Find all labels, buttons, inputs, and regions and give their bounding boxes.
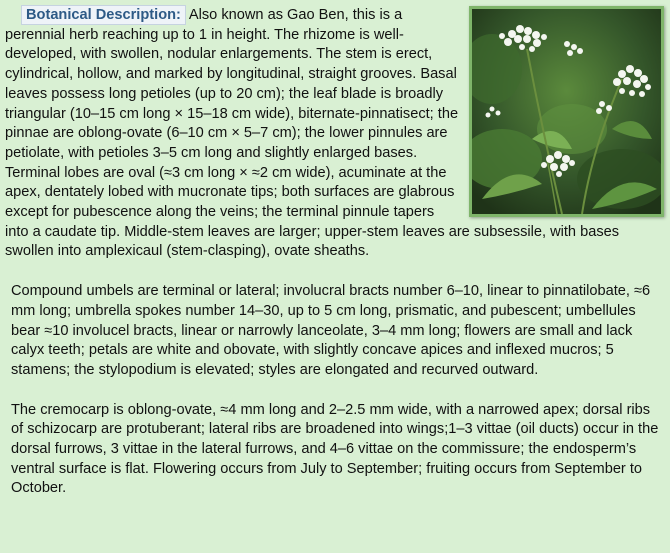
section-label: Botanical Description:	[21, 5, 186, 25]
paragraph-inflorescence: Compound umbels are terminal or lateral; involucral bracts number 6–10, linear to pinnatilobate, ≈6 mm long; umbrella spokes number 14–30, up to 5 cm long, prismatic, and pubescent; umbellules bear ≈10 involucel bracts, linear or narrowly lanceolate, 3–4 mm long; flowers are small and lack calyx teeth; petals are white and obovate, with slightly concave apices and inflexed mucros; 5 stamens; the stylopodium is elevated; styles are elongated and recurved outward.	[11, 283, 651, 378]
paragraph-1-text: Also known as Gao Ben, this is a perennial herb reaching up to 1 in height. The rhizome is well-developed, with swollen, nodular enlargements. The stem is erect, cylindrical, hollow, and marked by longitudinal, straight grooves. Basal leaves possess long petioles (up to 20 cm); the leaf blade is broadly triangular (10–15 cm long × 15–18 cm wide), biternate-pinnatisect; the pinnae are oblong-ovate (6–10 cm × 5–7 cm); the lower pinnules are petiolate, with petioles 3–5 cm long and slightly enlarged bases. Terminal lobes are oval (≈3 cm long × ≈2 cm wide), acuminate at the apex, dentately lobed with mucronate tips; both surfaces are glabrous except for pubescence along the veins; the terminal pinnule tapers into a caudate tip. Middle-stem leaves are larger; upper-stem leaves are subsessile, with bases swollen into amplexicaul (stem-clasping), ovate sheaths.	[5, 7, 620, 260]
plant-photo	[469, 6, 664, 217]
paragraph-fruit: The cremocarp is oblong-ovate, ≈4 mm long and 2–2.5 mm wide, with a narrowed apex; dorsal ribs of schizocarp are protuberant; lateral ribs are broadened into wings;1–3 vittae (oil ducts) occur in the dorsal furrows, 3 vittae in the lateral furrows, and 4–6 vittae on the commissure; the endosperm’s ventral surface is flat. Flowering occurs from July to September; fruiting occurs from September to October.	[11, 401, 659, 497]
plant-photo-image	[472, 9, 661, 214]
